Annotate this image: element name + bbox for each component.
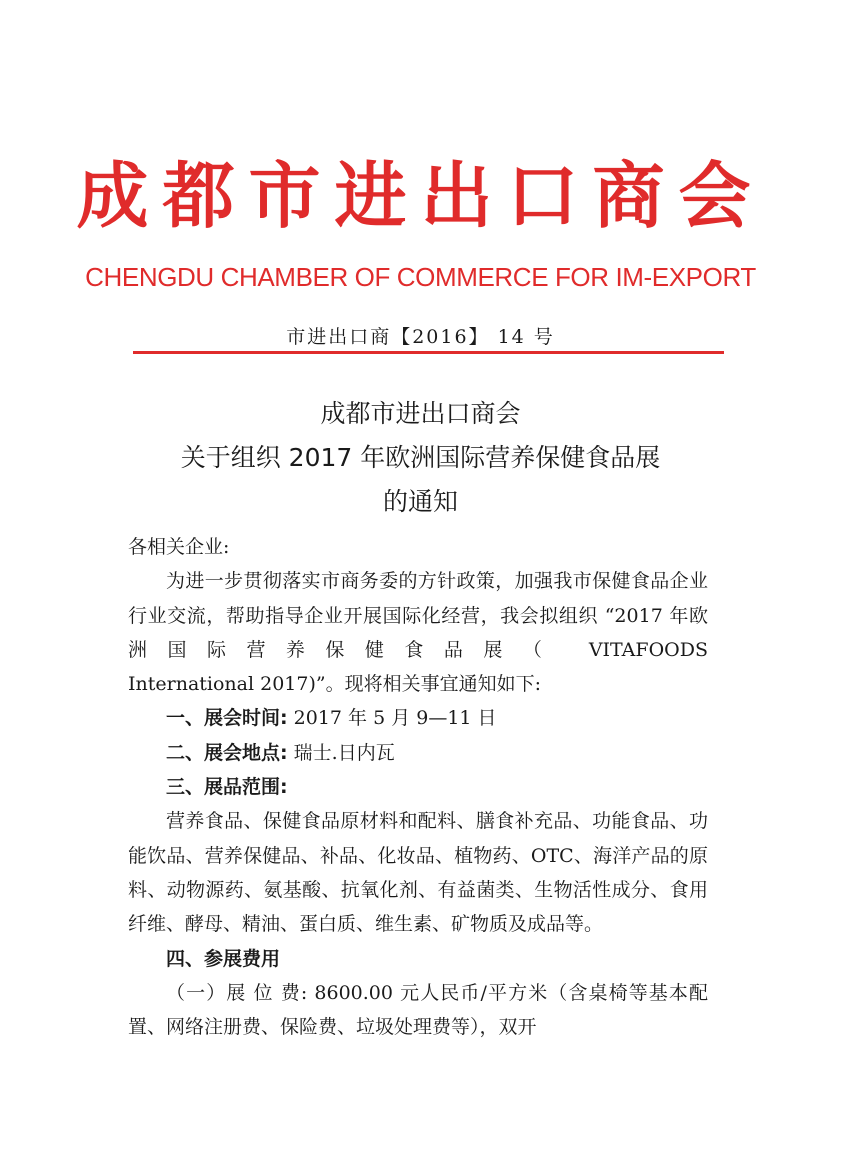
item-value: 瑞士.日内瓦 [287,741,395,764]
salutation: 各相关企业: [128,536,230,558]
item-value: 2017 年 5 月 9—11 日 [287,707,497,730]
letterhead-org-name-cn: 成都市进出口商会 [76,153,765,238]
item-heading: 二、展会地点: [166,741,288,764]
intro-paragraph: 为进一步贯彻落实市商务委的方针政策，加强我市保健食品企业行业交流，帮助指导企业开展国际化经营，我会拟组织 “2017 年欧洲国际营养保健食品展（ VITAFOODS [128,570,708,661]
item-exhibition-time [128,701,708,735]
notice-title-line-3: 的通知 [382,487,458,516]
fees-paragraph: （一）展 位 费: 8600.00 元人民币/平方米（含桌椅等基本配置、网络注册费、保险费、垃圾处理费等），双开 [128,981,708,1039]
notice-body [128,530,708,1044]
notice-title [0,392,841,524]
letterhead-org-name-en: CHENGDU CHAMBER OF COMMERCE FOR IM-EXPORT [85,262,756,292]
exhibit-scope-paragraph: 营养食品、保健食品原材料和配料、膳食补充品、功能食品、功能饮品、营养保健品、补品、化妆品、植物药、OTC、海洋产品的原料、动物源药、氨基酸、抗氧化剂、有益菌类、生物活性成分、食用纤维、酵母、精油、蛋白质、维生素、矿物质及成品等。 [128,810,708,936]
item-heading: 一、展会时间: [166,707,288,730]
intro-paragraph-end: International 2017)”。现将相关事宜通知如下: [128,673,541,696]
notice-title-line-1: 成都市进出口商会 [320,399,521,428]
notice-title-line-2: 关于组织 2017 年欧洲国际营养保健食品展 [180,443,661,472]
letterhead-red-rule [133,351,724,354]
item-exhibit-scope [128,770,708,804]
fees-heading: 四、参展费用 [166,947,281,970]
item-exhibition-venue [128,736,708,770]
item-heading: 三、展品范围: [166,776,288,799]
document-number: 市进出口商【2016】 14 号 [286,326,555,348]
